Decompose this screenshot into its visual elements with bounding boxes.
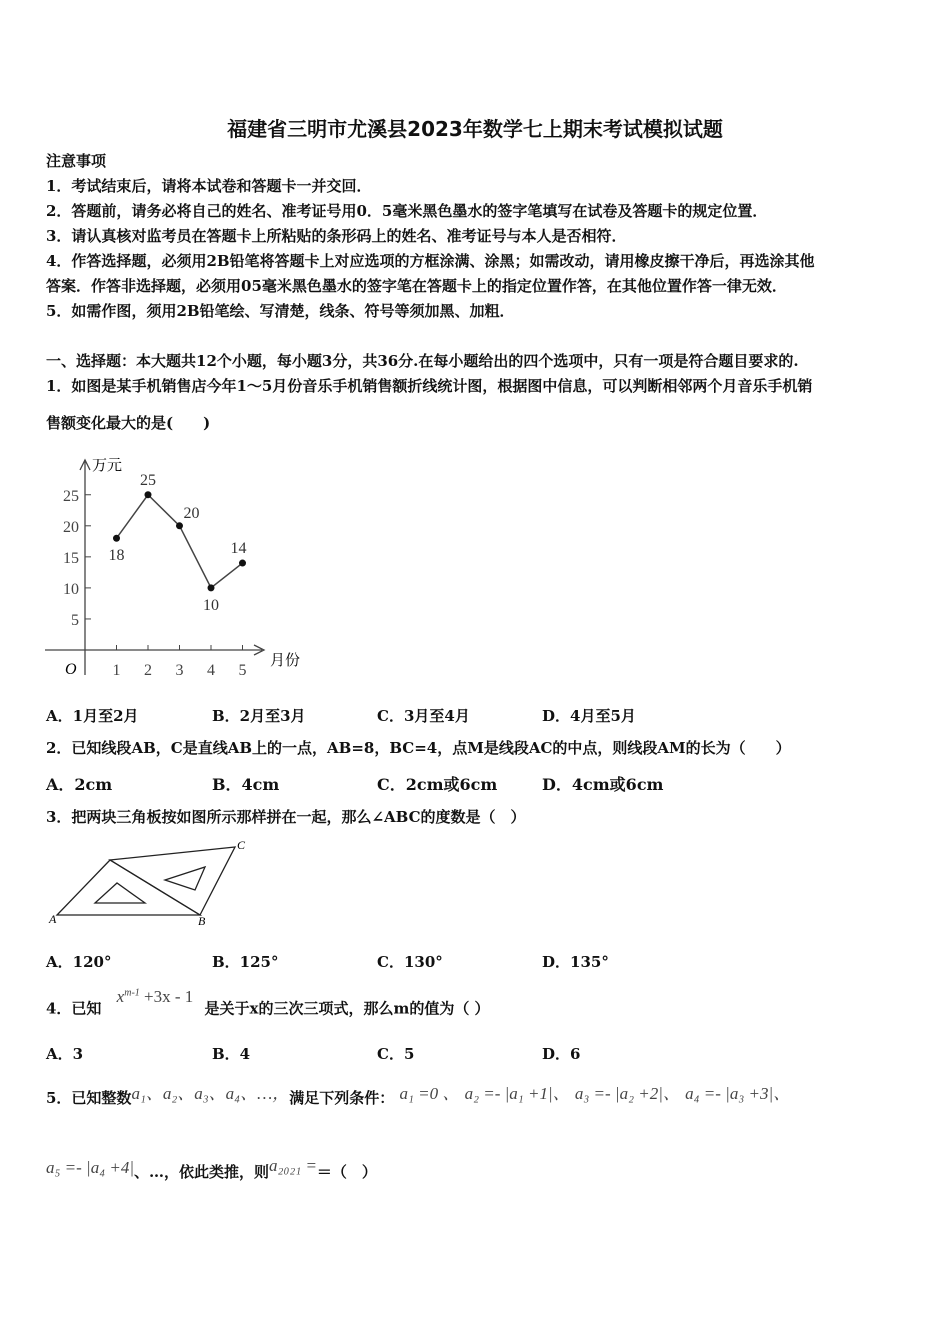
q5-sequence: a₁、a₂、a₃、a₄、…， (131, 1084, 290, 1103)
data-point (145, 491, 152, 498)
q2-option-a: A．2cm (46, 775, 113, 794)
x-axis-label: 月份 (270, 653, 301, 669)
data-label: 10 (203, 596, 219, 614)
q5-cond: a₄ =- |a₃ +3|、 (685, 1084, 791, 1103)
q1-text-2: 售额变化最大的是( ) (46, 414, 211, 432)
q4-suffix: 是关于x的三次三项式，那么m的值为（ ） (204, 999, 490, 1018)
q5-cond: a₃ =- |a₂ +2|、 (574, 1084, 680, 1103)
x-tick-label: 2 (144, 662, 152, 679)
q5-end: ＝（ ） (316, 1163, 377, 1181)
q1-option-b: B．2月至3月 (212, 707, 306, 725)
q5-cond: a₂ =- |a₁ +1|、 (464, 1084, 570, 1103)
q4-expr-rest: +3x - 1 (144, 986, 194, 1006)
notice-item: 4．作答选择题，必须用2B铅笔将答题卡上对应选项的方框涂满、涂黑；如需改动，请用橡皮擦干净后，再选涂其他 (46, 252, 815, 270)
notice-item: 2．答题前，请务必将自己的姓名、准考证号用0．5毫米黑色墨水的签字笔填写在试卷及答题卡的规定位置． (46, 202, 768, 220)
section-heading: 一、选择题：本大题共12个小题，每小题3分，共36分.在每小题给出的四个选项中，只有一项是符合题目要求的. (46, 352, 799, 370)
q2-text: 2．已知线段AB，C是直线AB上的一点，AB=8，BC=4，点M是线段AC的中点，则线段AM的长为（ ） (46, 739, 791, 757)
q3-text: 3．把两块三角板按如图所示那样拼在一起，那么∠ABC的度数是（ ） (46, 808, 526, 826)
notice-item: 3．请认真核对监考员在答题卡上所粘贴的条形码上的姓名、准考证号与本人是否相符． (46, 227, 627, 245)
data-point (113, 535, 120, 542)
q1-option-d: D．4月至5月 (542, 707, 636, 725)
q5-target: a₂₀₂₁ = (269, 1156, 317, 1175)
q5-text (46, 1084, 791, 1108)
q4-prefix: 4．已知 (46, 999, 102, 1018)
q3-option-b: B．125° (212, 953, 279, 971)
q5-text-2 (46, 1156, 377, 1182)
q3-option-a: A．120° (46, 953, 112, 971)
y-tick-label: 20 (63, 518, 79, 536)
q5-cond: a₁ =0 、 (399, 1084, 460, 1103)
q3-option-d: D．135° (542, 953, 609, 971)
data-label: 18 (108, 547, 125, 565)
q4-expr-base: x (116, 986, 125, 1006)
q1-text: 1．如图是某手机销售店今年1～5月份音乐手机销售额折线统计图，根据图中信息，可以判断相邻两个月音乐手机销 (46, 377, 813, 395)
q5-cond-5: a₅ =- |a₄ +4| (46, 1158, 135, 1177)
data-point (208, 584, 215, 591)
data-label: 14 (230, 540, 247, 558)
q2-option-d: D．4cm或6cm (542, 775, 664, 794)
q4-option-b: B．4 (212, 1045, 251, 1063)
label-b: B (198, 914, 206, 928)
q5-prefix: 5．已知整数 (46, 1089, 132, 1107)
notice-heading: 注意事项 (46, 152, 107, 170)
origin-label: O (65, 661, 77, 678)
y-tick-label: 10 (63, 580, 79, 598)
q2-option-b: B．4cm (212, 775, 280, 794)
data-label: 25 (140, 471, 156, 489)
q4-expr-exp: m-1 (124, 987, 140, 998)
q4-expression (117, 987, 194, 1006)
y-tick-label: 5 (71, 611, 79, 629)
q3-option-c: C．130° (377, 953, 443, 971)
q4-option-a: A．3 (46, 1045, 84, 1063)
page-title: 福建省三明市尤溪县2023年数学七上期末考试模拟试题 (227, 117, 723, 141)
q4-option-c: C．5 (377, 1045, 415, 1063)
q5-line2-text: 、…，依此类推，则 (134, 1163, 270, 1181)
x-tick-label: 4 (207, 662, 215, 679)
q2-option-c: C．2cm或6cm (377, 775, 498, 794)
y-tick-label: 25 (63, 487, 79, 505)
q4-option-d: D．6 (542, 1045, 581, 1063)
y-tick-label: 15 (63, 549, 79, 567)
x-tick-label: 1 (112, 662, 121, 679)
data-line (117, 495, 243, 588)
data-point (176, 522, 183, 529)
q1-option-c: C．3月至4月 (377, 707, 470, 725)
label-a: A (49, 912, 57, 926)
x-tick-label: 3 (175, 662, 184, 679)
q4-text (46, 986, 490, 1019)
y-axis-label: 万元 (92, 458, 123, 474)
q1-line-chart (40, 440, 320, 690)
notice-item: 1．考试结束后，请将本试卷和答题卡一并交回． (46, 177, 372, 195)
data-point (239, 560, 246, 567)
q1-option-a: A．1月至2月 (46, 707, 139, 725)
q3-triangle-figure (45, 835, 260, 930)
data-label: 20 (183, 504, 200, 522)
notice-item: 5．如需作图，须用2B铅笔绘、写清楚，线条、符号等须加黑、加粗． (46, 302, 515, 320)
q5-mid: 满足下列条件： (289, 1089, 395, 1107)
label-c: C (237, 838, 246, 852)
notice-item: 答案．作答非选择题，必须用05毫米黑色墨水的签字笔在答题卡上的指定位置作答，在其他位置作答一律无效． (46, 277, 787, 295)
x-tick-label: 5 (238, 662, 247, 679)
